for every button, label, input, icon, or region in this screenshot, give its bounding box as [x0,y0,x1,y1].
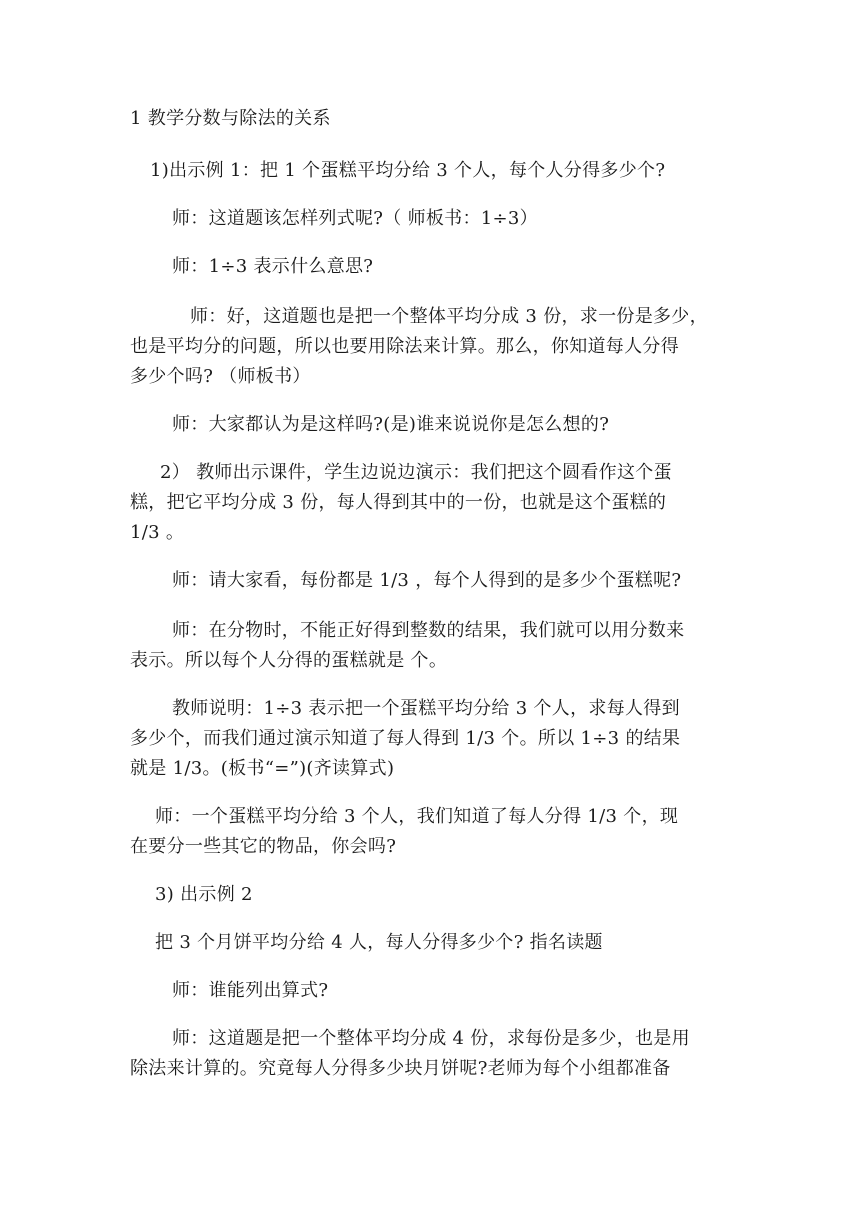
paragraph-line: 师：大家都认为是这样吗?(是)谁来说说你是怎么想的? [172,414,610,435]
paragraph-line: 3) 出示例 2 [155,884,253,905]
paragraph-line: 糕，把它平均分成 3 份，每人得到其中的一份，也就是这个蛋糕的 [130,492,667,513]
paragraph-line: 2） 教师出示课件，学生边说边演示：我们把这个圆看作这个蛋 [160,462,672,483]
paragraph-line: 师：谁能列出算式? [172,980,329,1001]
paragraph-line: 1/3 。 [130,522,185,543]
paragraph-line: 师：请大家看，每份都是 1/3 ，每个人得到的是多少个蛋糕呢? [172,570,682,591]
paragraph-line: 除法来计算的。究竟每人分得多少块月饼呢?老师为每个小组都准备 [130,1058,671,1079]
paragraph-line: 师：1÷3 表示什么意思? [172,256,374,277]
paragraph-line: 师：这道题该怎样列式呢?（ 师板书：1÷3） [172,208,538,229]
paragraph-line: 表示。所以每个人分得的蛋糕就是 个。 [130,650,448,671]
paragraph-line: 把 3 个月饼平均分给 4 人，每人分得多少个? 指名读题 [155,932,603,953]
paragraph-line: 师：在分物时，不能正好得到整数的结果，我们就可以用分数来 [172,620,685,641]
paragraph-line: 师：这道题是把一个整体平均分成 4 份，求每份是多少，也是用 [172,1028,690,1049]
paragraph-line: 多少个，而我们通过演示知道了每人得到 1/3 个。所以 1÷3 的结果 [130,728,681,749]
paragraph-line: 就是 1/3。(板书“=”)(齐读算式) [130,758,395,779]
paragraph-line: 1)出示例 1：把 1 个蛋糕平均分给 3 个人，每个人分得多少个? [150,160,666,181]
paragraph-line: 在要分一些其它的物品，你会吗? [130,836,397,857]
paragraph-line: 师：好，这道题也是把一个整体平均分成 3 份，求一份是多少， [190,306,708,327]
document-heading: 1 教学分数与除法的关系 [130,108,331,129]
paragraph-line: 教师说明：1÷3 表示把一个蛋糕平均分给 3 个人，求每人得到 [172,698,680,719]
paragraph-line: 师：一个蛋糕平均分给 3 个人，我们知道了每人分得 1/3 个，现 [155,806,679,827]
paragraph-line: 多少个吗? （师板书） [130,366,311,387]
paragraph-line: 也是平均分的问题，所以也要用除法来计算。那么，你知道每人分得 [130,336,679,357]
